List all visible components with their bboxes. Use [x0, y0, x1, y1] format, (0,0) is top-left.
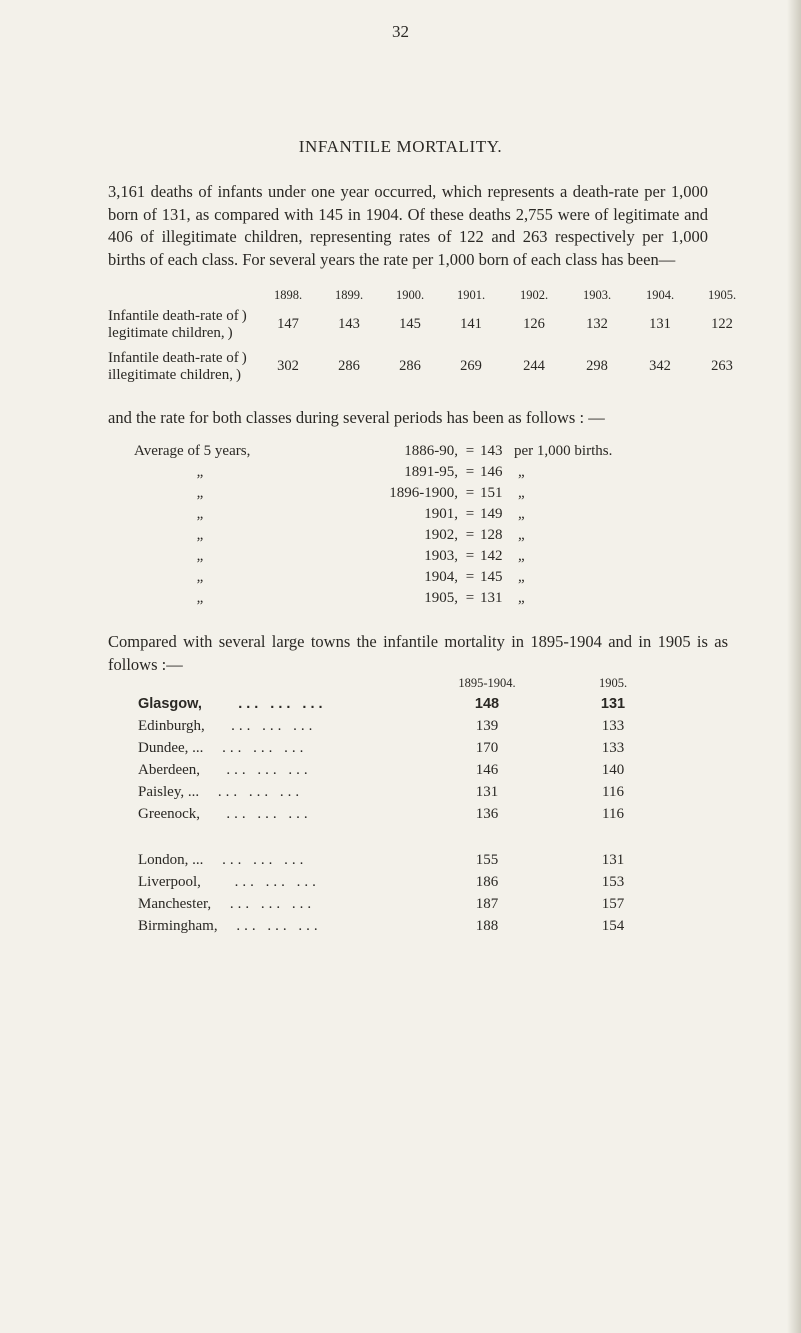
average-row: „ 1901, = 149 „ — [200, 506, 660, 526]
ditto-mark: „ — [196, 569, 204, 585]
average-value: 128 — [480, 527, 503, 543]
town-name: Birmingham, ... ... ... — [138, 918, 322, 934]
year-header: 1904. — [645, 288, 675, 302]
rate-cell: 147 — [277, 316, 299, 332]
year-header: 1902. — [519, 288, 549, 302]
rate-cell: 141 — [460, 316, 482, 332]
average-prefix: Average of 5 years, — [134, 443, 251, 459]
table-row — [138, 852, 698, 872]
rate-cell: 263 — [711, 358, 733, 374]
town-name: Greenock, ... ... ... — [138, 806, 312, 822]
average-period: 1901, — [424, 506, 458, 522]
intro-paragraph: 3,161 deaths of infants under one year occurred, which represents a death-rate per 1,000 born of 131, as compared with 145 in 1904. Of these deaths 2,755 were of legitimate and 406 of illegitimate children, representing rates of 122 and 263 respectively per 1,000 births of each class. For several years the rate per 1,000 born of each class has been— — [108, 182, 708, 269]
rate-cell: 244 — [523, 358, 545, 374]
ditto-mark: „ — [518, 485, 525, 501]
year-header: 1901. — [456, 288, 486, 302]
rate-1905: 133 — [601, 718, 625, 734]
rate-1905: 116 — [602, 784, 624, 800]
comparison-paragraph: Compared with several large towns the infantile mortality in 1895-1904 and in 1905 is as follows :— — [108, 632, 728, 674]
page-number: 32 — [392, 22, 409, 41]
average-row: „ 1905, = 131 „ — [200, 590, 660, 610]
periods-paragraph: and the rate for both classes during several periods has been as follows : — — [108, 408, 605, 427]
rate-cell: 269 — [460, 358, 482, 374]
town-name: Paisley, ... ... ... ... — [138, 784, 304, 800]
table-row — [138, 874, 698, 894]
rate-1895-1904: 146 — [475, 762, 499, 778]
average-row: Average of 5 years, 1886-90, = 143 per 1,000 births. — [200, 443, 660, 463]
table-row — [138, 918, 698, 938]
town-name: Edinburgh, ... ... ... — [138, 718, 317, 734]
town-name: Dundee, ... ... ... ... — [138, 740, 308, 756]
rate-cell: 126 — [523, 316, 545, 332]
rate-1905: 116 — [602, 806, 624, 822]
average-row: „ 1896-1900, = 151 „ — [200, 485, 660, 505]
ditto-mark: „ — [518, 548, 525, 564]
ditto-mark: „ — [196, 527, 204, 543]
town-name: Aberdeen, ... ... ... — [138, 762, 312, 778]
rate-1895-1904: 136 — [475, 806, 499, 822]
ditto-mark: „ — [196, 464, 204, 480]
average-period: 1902, — [424, 527, 458, 543]
ditto-mark: „ — [196, 590, 204, 606]
table-row — [138, 784, 698, 804]
ditto-mark: „ — [518, 506, 525, 522]
table-row — [138, 806, 698, 826]
page-edge-shadow — [787, 0, 801, 1333]
rate-1905: 133 — [601, 740, 625, 756]
table-row — [138, 740, 698, 760]
rate-1905: 131 — [601, 852, 625, 868]
average-period: 1904, — [424, 569, 458, 585]
column-header-1905: 1905. — [598, 676, 628, 690]
average-period: 1905, — [424, 590, 458, 606]
rate-1905: 140 — [601, 762, 625, 778]
average-suffix: per 1,000 births. — [514, 443, 613, 459]
illegitimate-row — [108, 350, 748, 390]
average-row: „ 1902, = 128 „ — [200, 527, 660, 547]
rate-1895-1904: 139 — [475, 718, 499, 734]
table-row — [138, 896, 698, 916]
table-row — [138, 762, 698, 782]
ditto-mark: „ — [518, 569, 525, 585]
rate-cell: 298 — [586, 358, 608, 374]
year-header: 1905. — [707, 288, 737, 302]
average-value: 142 — [480, 548, 503, 564]
average-value: 149 — [480, 506, 503, 522]
rate-cell: 286 — [399, 358, 421, 374]
town-name: Glasgow, ... ... ... — [138, 696, 327, 712]
rate-cell: 302 — [277, 358, 299, 374]
rate-cell: 286 — [338, 358, 360, 374]
average-value: 151 — [480, 485, 503, 501]
average-row: „ 1903, = 142 „ — [200, 548, 660, 568]
town-name: Liverpool, ... ... ... — [138, 874, 320, 890]
average-period: 1891-95, — [404, 464, 458, 480]
rate-1895-1904: 187 — [475, 896, 499, 912]
column-header-1895-1904: 1895-1904. — [458, 676, 516, 690]
row-label: Infantile death-rate of ) illegitimate children, ) — [108, 350, 247, 383]
rate-1895-1904: 188 — [475, 918, 499, 934]
rate-cell: 342 — [649, 358, 671, 374]
average-period: 1896-1900, — [389, 485, 458, 501]
rate-1905: 131 — [600, 696, 626, 712]
rate-1905: 154 — [601, 918, 625, 934]
average-value: 131 — [480, 590, 503, 606]
year-header: 1900. — [395, 288, 425, 302]
average-value: 146 — [480, 464, 503, 480]
rate-cell: 122 — [711, 316, 733, 332]
rate-cell: 143 — [338, 316, 360, 332]
average-period: 1903, — [424, 548, 458, 564]
table-row — [138, 718, 698, 738]
ditto-mark: „ — [518, 590, 525, 606]
average-row: „ 1891-95, = 146 „ — [200, 464, 660, 484]
rate-1905: 153 — [601, 874, 625, 890]
year-header: 1903. — [582, 288, 612, 302]
average-row: „ 1904, = 145 „ — [200, 569, 660, 589]
table-row — [138, 696, 698, 716]
year-header: 1899. — [334, 288, 364, 302]
rate-1895-1904: 155 — [475, 852, 499, 868]
town-name: Manchester, ... ... ... — [138, 896, 316, 912]
ditto-mark: „ — [518, 527, 525, 543]
average-value: 145 — [480, 569, 503, 585]
row-label: Infantile death-rate of ) legitimate children, ) — [108, 308, 247, 341]
ditto-mark: „ — [196, 485, 204, 501]
rate-1905: 157 — [601, 896, 625, 912]
ditto-mark: „ — [518, 464, 525, 480]
average-value: 143 — [480, 443, 503, 459]
rate-1895-1904: 186 — [475, 874, 499, 890]
rate-1895-1904: 131 — [475, 784, 499, 800]
year-header: 1898. — [273, 288, 303, 302]
rate-cell: 132 — [586, 316, 608, 332]
rate-1895-1904: 148 — [474, 696, 500, 712]
legitimate-row — [108, 308, 748, 348]
rate-cell: 145 — [399, 316, 421, 332]
average-period: 1886-90, — [404, 443, 458, 459]
year-header-row — [108, 288, 748, 306]
page-title: INFANTILE MORTALITY. — [298, 137, 503, 156]
town-name: London, ... ... ... ... — [138, 852, 308, 868]
ditto-mark: „ — [196, 548, 204, 564]
rate-cell: 131 — [649, 316, 671, 332]
rate-1895-1904: 170 — [475, 740, 499, 756]
ditto-mark: „ — [196, 506, 204, 522]
